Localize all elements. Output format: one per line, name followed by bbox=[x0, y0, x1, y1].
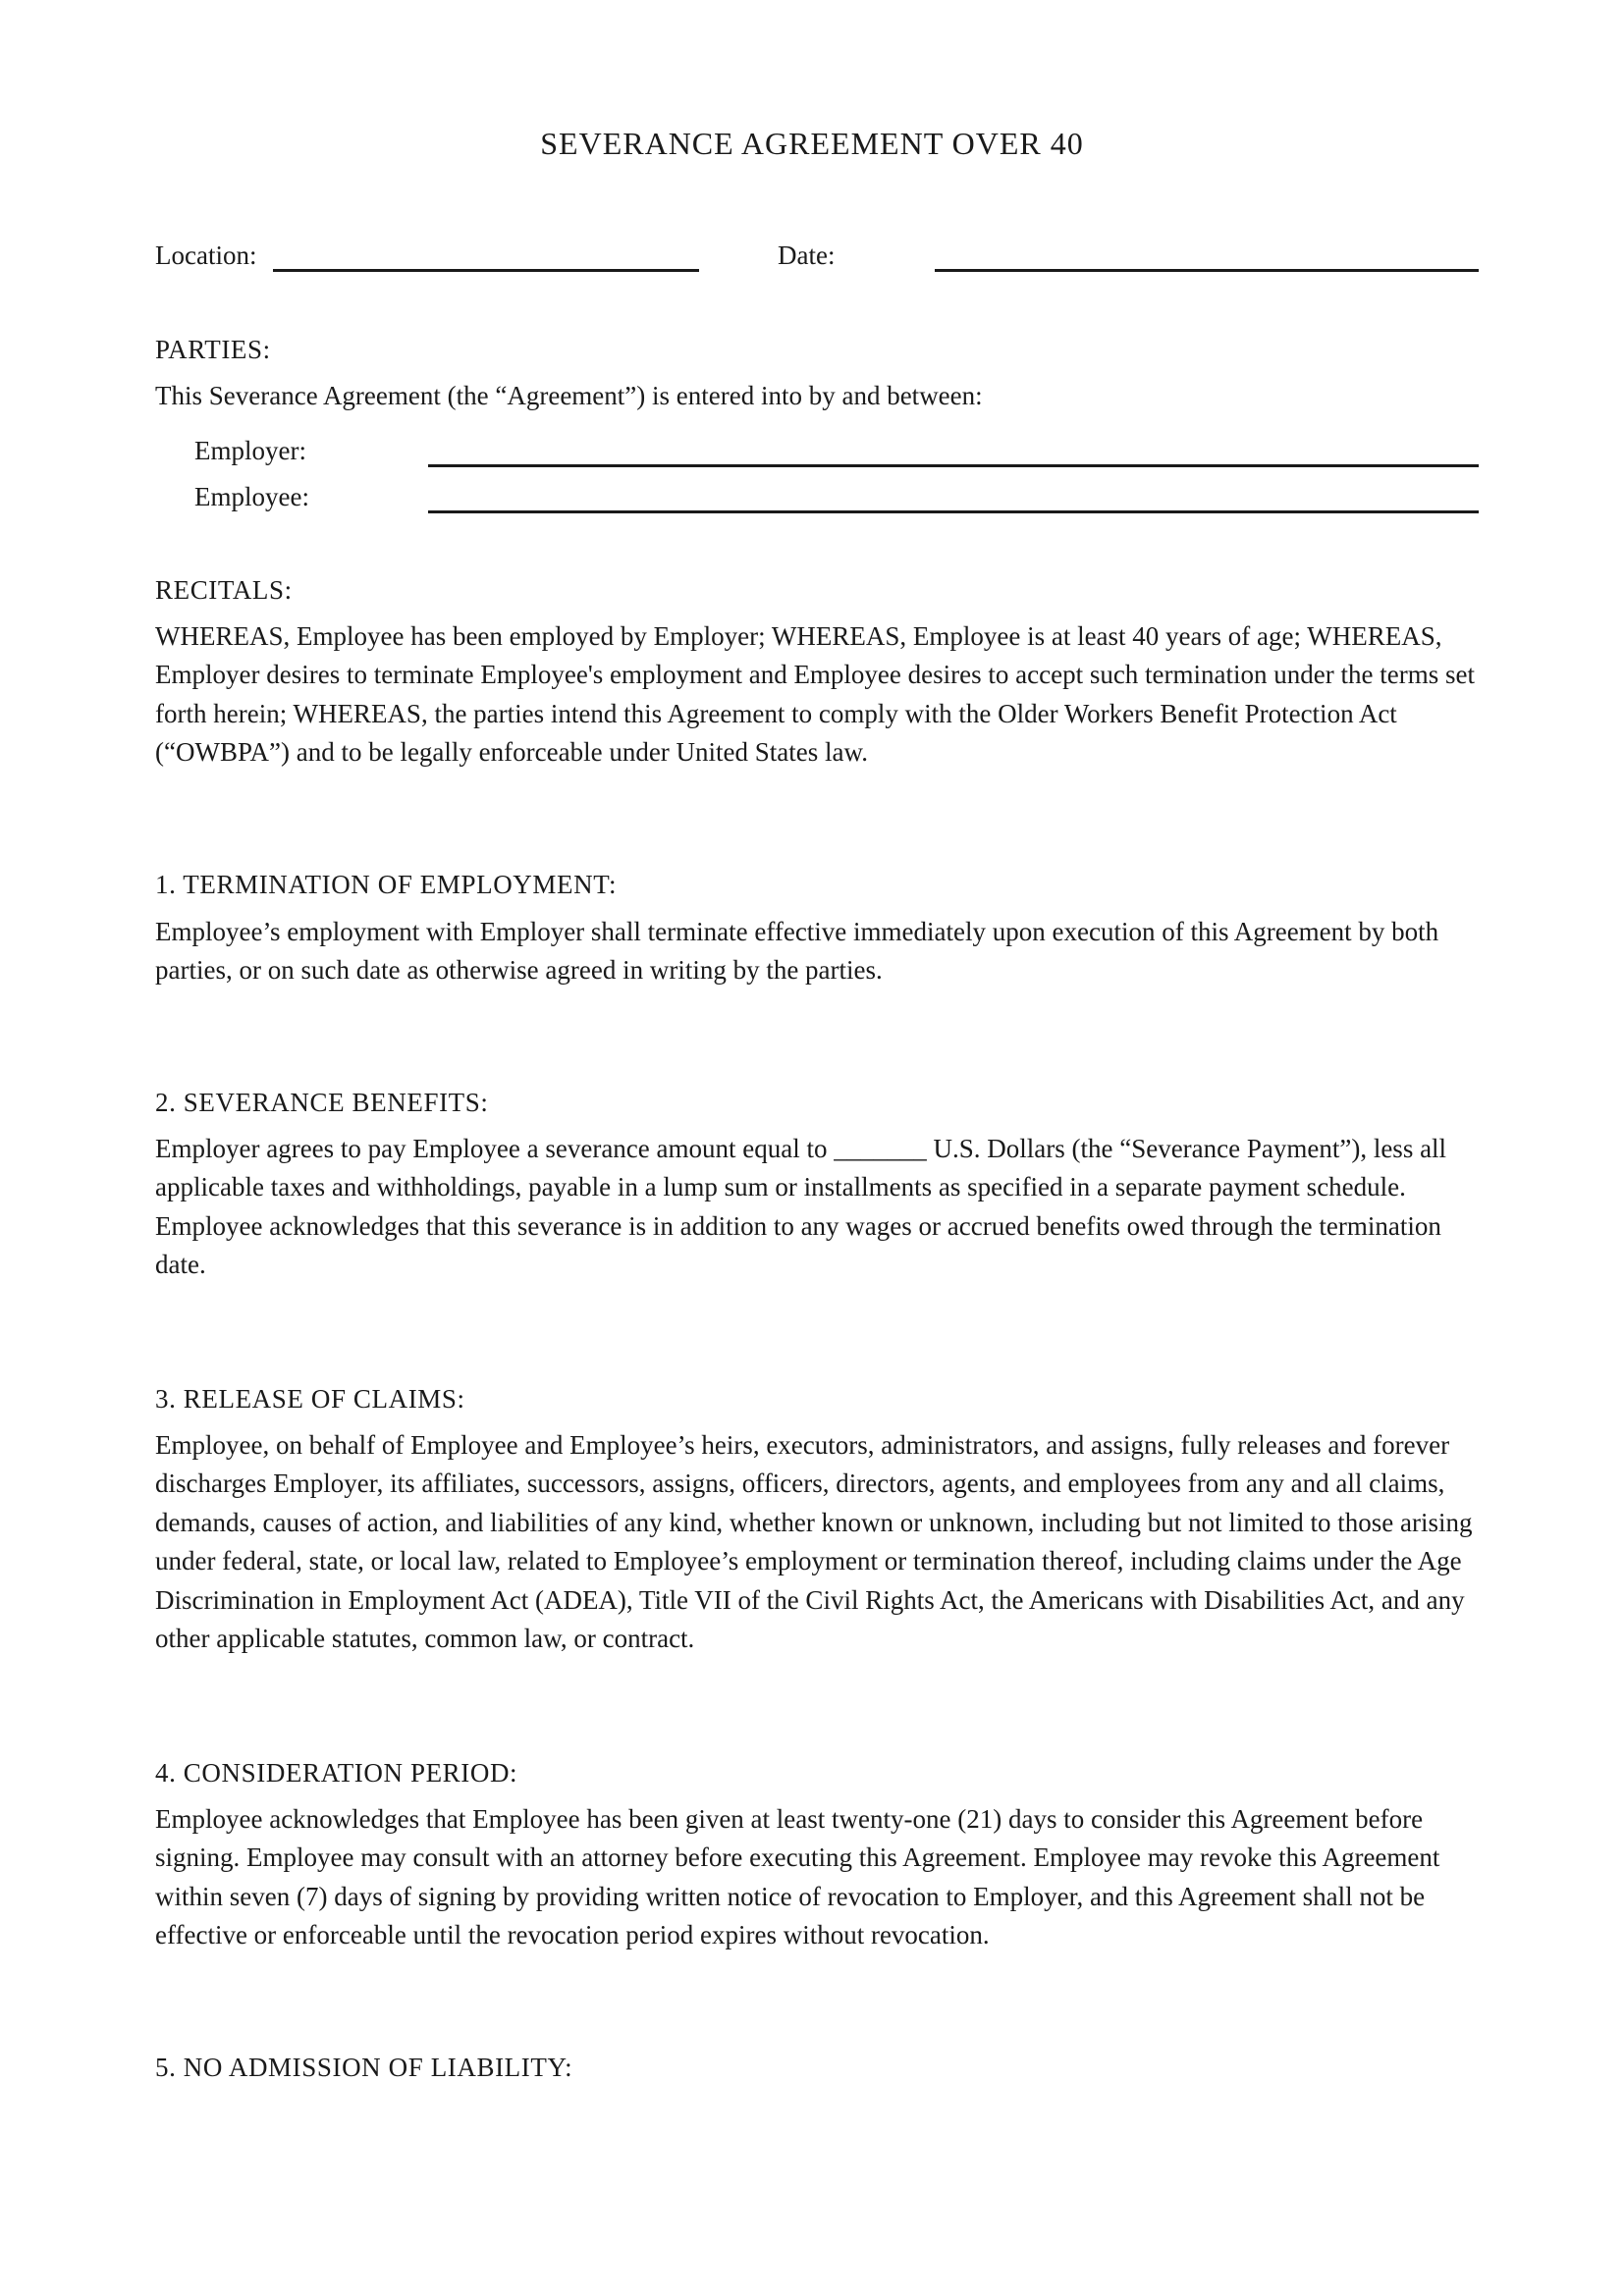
date-blank-line[interactable] bbox=[935, 269, 1479, 272]
location-blank-line[interactable] bbox=[273, 269, 699, 272]
section-4-text: Employee acknowledges that Employee has been given at least twenty-one (21) days to consider this Agreement before signing. Employee may consult with an attorney before executing this Agreement. Employee may revoke this Agreement within seven (7) days of signing by providing written notice of revocation to Employer, and this Agreement shall not be effective or enforceable until the revocation period expires without revocation. bbox=[155, 1804, 1440, 1950]
section-2-heading: 2. SEVERANCE BENEFITS: bbox=[155, 1088, 489, 1117]
employer-label: Employer: bbox=[194, 436, 306, 465]
document-title: SEVERANCE AGREEMENT OVER 40 bbox=[540, 126, 1084, 161]
employee-label: Employee: bbox=[194, 482, 309, 511]
date-label: Date: bbox=[778, 240, 836, 270]
employer-blank-line[interactable] bbox=[428, 464, 1479, 467]
section-2-text: Employer agrees to pay Employee a severance amount equal to _______ U.S. Dollars (the “Severance Payment”), less all applicable taxes and withholdings, payable in a lump sum or installments as specified in a separate payment schedule. Employee acknowledges that this severance is in addition to any wages or accrued benefits owed through the termination date. bbox=[155, 1134, 1447, 1280]
parties-heading: PARTIES: bbox=[155, 335, 271, 364]
location-label: Location: bbox=[155, 240, 257, 270]
section-3-heading: 3. RELEASE OF CLAIMS: bbox=[155, 1384, 465, 1414]
parties-intro: This Severance Agreement (the “Agreement”) is entered into by and between: bbox=[155, 381, 983, 410]
section-1-heading: 1. TERMINATION OF EMPLOYMENT: bbox=[155, 870, 618, 899]
employee-blank-line[interactable] bbox=[428, 510, 1479, 513]
section-1-text: Employee’s employment with Employer shall terminate effective immediately upon execution of this Agreement by both parties, or on such date as otherwise agreed in writing by the parties. bbox=[155, 917, 1439, 986]
recitals-heading: RECITALS: bbox=[155, 575, 293, 605]
section-5-heading: 5. NO ADMISSION OF LIABILITY: bbox=[155, 2053, 573, 2082]
section-3-text: Employee, on behalf of Employee and Employee’s heirs, executors, administrators, and assigns, fully releases and forever discharges Employer, its affiliates, successors, assigns, officers, directors, agents, and employees from any and all claims, demands, causes of action, and liabilities of any kind, whether known or unknown, including but not limited to those arising under federal, state, or local law, related to Employee’s employment or termination thereof, including claims under the Age Discrimination in Employment Act (ADEA), Title VII of the Civil Rights Act, the Americans with Disabilities Act, and any other applicable statutes, common law, or contract. bbox=[155, 1430, 1473, 1654]
section-4-heading: 4. CONSIDERATION PERIOD: bbox=[155, 1758, 518, 1788]
recitals-text: WHEREAS, Employee has been employed by Employer; WHEREAS, Employee is at least 40 years of age; WHEREAS, Employer desires to terminate Employee's employment and Employee desires to accept such termination under the terms set forth herein; WHEREAS, the parties intend this Agreement to comply with the Older Workers Benefit Protection Act (“OWBPA”) and to be legally enforceable under United States law. bbox=[155, 621, 1475, 768]
